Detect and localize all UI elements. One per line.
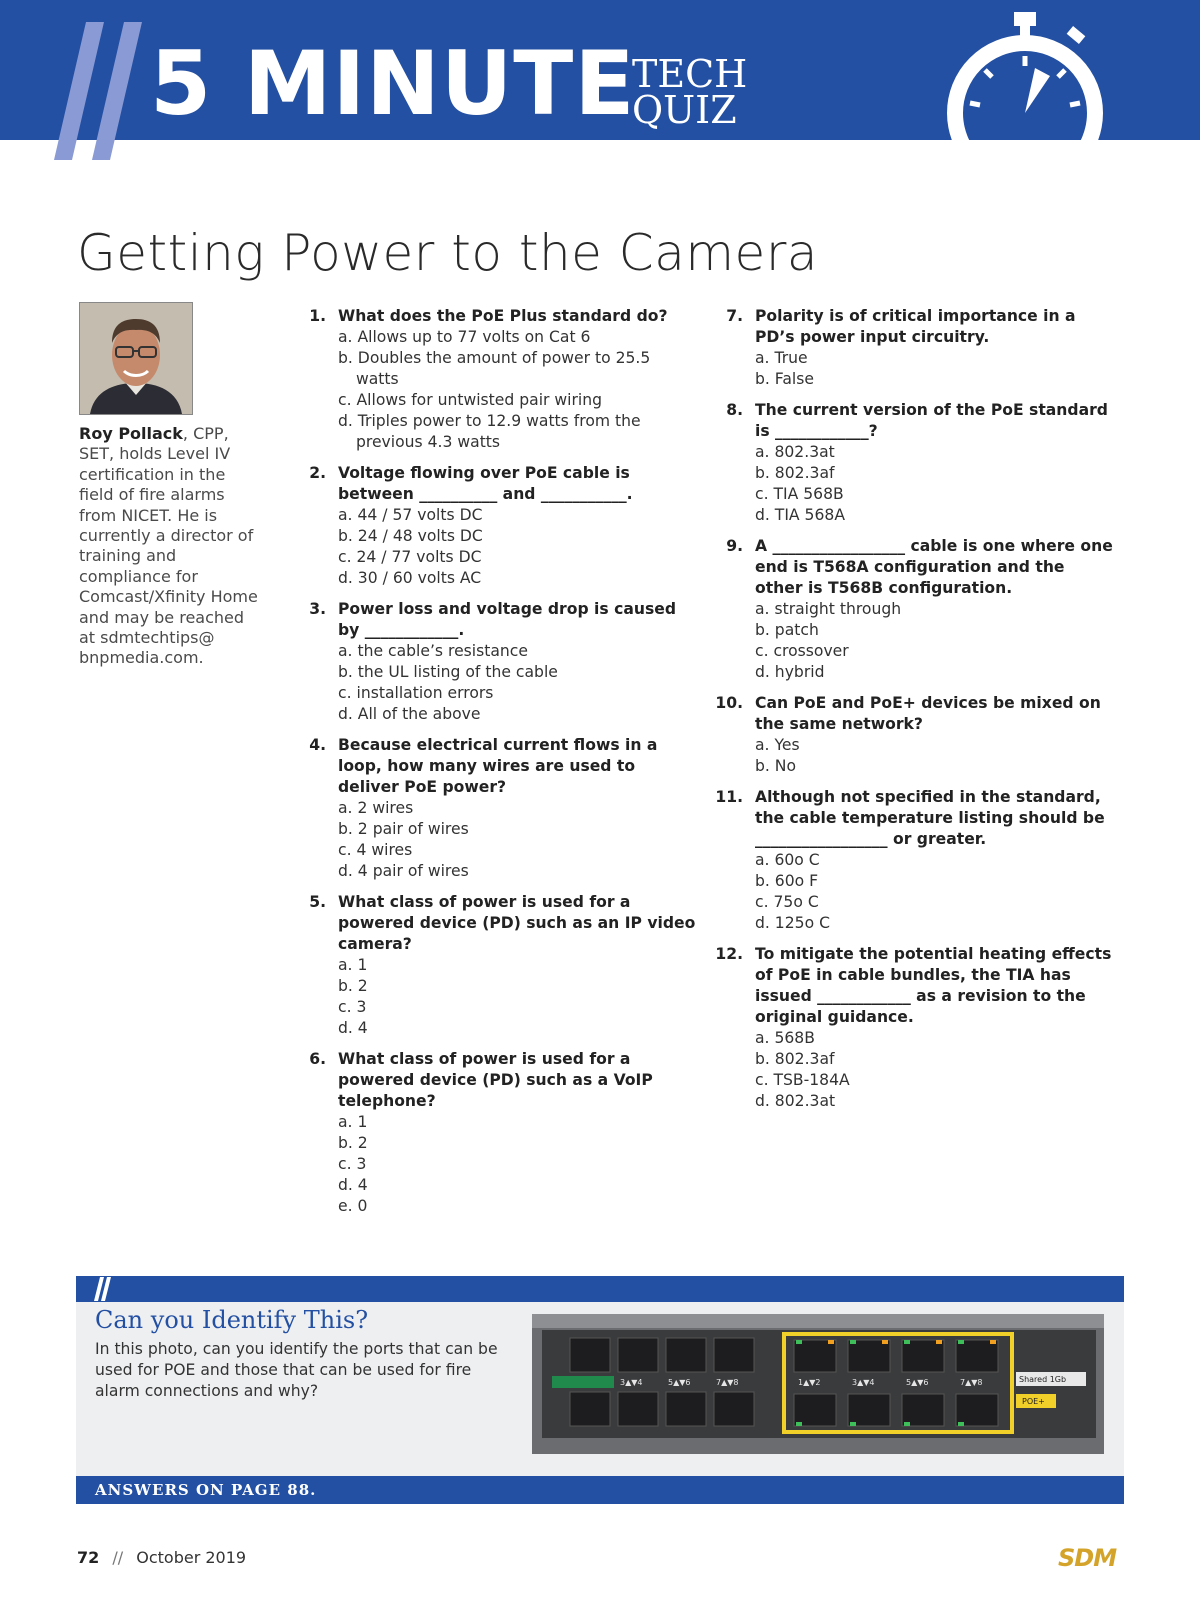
answer-option: b. 2 xyxy=(338,1134,368,1152)
question-number: 11. xyxy=(715,788,743,806)
question-text: What class of power is used for a powered device (PD) such as an IP video camera? xyxy=(338,893,696,953)
author-portrait-icon xyxy=(80,303,192,414)
answer-option: b. 802.3af xyxy=(755,1050,835,1068)
answer-option: b. patch xyxy=(755,621,819,639)
answer-option: a. straight through xyxy=(755,600,902,618)
author-name: Roy Pollack xyxy=(79,424,183,443)
question-number: 2. xyxy=(309,464,326,482)
question-number: 8. xyxy=(726,401,743,419)
answers-note: ANSWERS ON PAGE 88. xyxy=(95,1481,317,1499)
port-label: POE+ xyxy=(1022,1397,1045,1406)
question-text: Can PoE and PoE+ devices be mixed on the same network? xyxy=(755,694,1101,733)
answer-option: c. installation errors xyxy=(338,684,494,702)
question-number: 7. xyxy=(726,307,743,325)
port-label: 3▲▼4 xyxy=(620,1378,643,1387)
question-text: Although not specified in the standard, the cable temperature listing should be _________________ or greater. xyxy=(755,788,1105,848)
answer-option: a. Allows up to 77 volts on Cat 6 xyxy=(338,328,591,346)
question-number: 10. xyxy=(715,694,743,712)
question-6 xyxy=(296,1049,696,1217)
answer-option: a. 60o C xyxy=(755,851,820,869)
page-number: 72 xyxy=(77,1548,100,1567)
switch-ports-photo xyxy=(532,1314,1104,1454)
answer-option: b. the UL listing of the cable xyxy=(338,663,558,681)
question-10 xyxy=(713,693,1113,777)
answer-option: d. 125o C xyxy=(755,914,830,932)
author-bio xyxy=(79,424,259,669)
double-slash-icon xyxy=(76,1276,116,1302)
answer-option: a. the cable’s resistance xyxy=(338,642,528,660)
question-4 xyxy=(296,735,696,882)
answer-option: a. 1 xyxy=(338,956,368,974)
answer-option: c. 75o C xyxy=(755,893,819,911)
answer-option: b. No xyxy=(755,757,797,775)
answer-option: a. 802.3at xyxy=(755,443,835,461)
question-text: What does the PoE Plus standard do? xyxy=(338,307,668,325)
port-label: 5▲▼6 xyxy=(668,1378,691,1387)
identify-title: Can you Identify This? xyxy=(95,1306,369,1334)
author-bio-text: , CPP, SET, holds Level IV certification in the field of fire alarms from NICET. He is currently a director of training and compliance for Comcast/Xfinity Home and may be reached at sdmtechtips@ bnpmedia.com. xyxy=(79,424,258,668)
answer-option: a. 568B xyxy=(755,1029,815,1047)
banner-title: 5 MINUTE xyxy=(150,32,636,135)
page-title: Getting Power to the Camera xyxy=(77,224,819,282)
answer-option: d. 802.3at xyxy=(755,1092,836,1110)
question-number: 5. xyxy=(309,893,326,911)
answer-option: a. 1 xyxy=(338,1113,368,1131)
author-photo xyxy=(79,302,193,415)
question-number: 4. xyxy=(309,736,326,754)
banner-subtitle xyxy=(632,52,748,132)
question-1 xyxy=(296,306,696,453)
question-text: A _________________ cable is one where one end is T568A configuration and the other is T568B configuration. xyxy=(755,537,1113,597)
question-2 xyxy=(296,463,696,589)
issue-date: October 2019 xyxy=(136,1548,247,1567)
answer-option: c. 24 / 77 volts DC xyxy=(338,548,482,566)
questions-column-1 xyxy=(296,306,696,1227)
answer-option: b. 24 / 48 volts DC xyxy=(338,527,483,545)
stopwatch-icon xyxy=(940,8,1110,140)
answer-option: b. 2 xyxy=(338,977,368,995)
double-slash-icon xyxy=(52,22,162,160)
answer-option: d. hybrid xyxy=(755,663,825,681)
banner-sub-bottom: QUIZ xyxy=(632,88,737,132)
footer-separator: // xyxy=(112,1548,124,1567)
question-number: 6. xyxy=(309,1050,326,1068)
question-8 xyxy=(713,400,1113,526)
identify-question: In this photo, can you identify the ports that can be used for POE and those that can be used for fire alarm connections and why? xyxy=(95,1340,498,1400)
answer-option: c. 3 xyxy=(338,1155,367,1173)
answer-option: d. TIA 568A xyxy=(755,506,845,524)
question-text: What class of power is used for a powered device (PD) such as a VoIP telephone? xyxy=(338,1050,653,1110)
answer-option: d. 4 pair of wires xyxy=(338,862,469,880)
answer-option: a. 44 / 57 volts DC xyxy=(338,506,483,524)
question-text: Polarity is of critical importance in a PD’s power input circuitry. xyxy=(755,307,1076,346)
question-7 xyxy=(713,306,1113,390)
network-switch-icon xyxy=(532,1314,1104,1454)
question-9 xyxy=(713,536,1113,683)
answer-option: c. 3 xyxy=(338,998,367,1016)
answer-option: a. True xyxy=(755,349,808,367)
answer-option: d. All of the above xyxy=(338,705,481,723)
port-label: 3▲▼4 xyxy=(852,1378,875,1387)
sdm-logo: SDM xyxy=(1058,1544,1117,1572)
answer-option: d. Triples power to 12.9 watts from the previous 4.3 watts xyxy=(338,412,641,451)
answer-option: b. 802.3af xyxy=(755,464,835,482)
questions-column-2 xyxy=(713,306,1113,1122)
question-12 xyxy=(713,944,1113,1112)
port-label: Shared 1Gb xyxy=(1019,1375,1067,1384)
question-number: 12. xyxy=(715,945,743,963)
answer-option: c. TIA 568B xyxy=(755,485,844,503)
port-label: 5▲▼6 xyxy=(906,1378,929,1387)
answer-option: b. False xyxy=(755,370,814,388)
page-footer xyxy=(77,1548,246,1567)
question-text: To mitigate the potential heating effects of PoE in cable bundles, the TIA has issued ____________ as a revision to the original guidance. xyxy=(755,945,1112,1026)
question-5 xyxy=(296,892,696,1039)
answer-option: b. 60o F xyxy=(755,872,819,890)
answer-option: a. Yes xyxy=(755,736,800,754)
question-number: 1. xyxy=(309,307,326,325)
answer-option: d. 4 xyxy=(338,1176,368,1194)
identify-header-bar xyxy=(76,1276,1124,1302)
question-3 xyxy=(296,599,696,725)
question-number: 9. xyxy=(726,537,743,555)
answer-option: a. 2 wires xyxy=(338,799,414,817)
answer-option: e. 0 xyxy=(338,1197,368,1215)
question-number: 3. xyxy=(309,600,326,618)
answer-option: b. 2 pair of wires xyxy=(338,820,469,838)
question-text: Power loss and voltage drop is caused by ____________. xyxy=(338,600,676,639)
answer-option: c. Allows for untwisted pair wiring xyxy=(338,391,603,409)
answer-option: d. 30 / 60 volts AC xyxy=(338,569,482,587)
question-text: Voltage flowing over PoE cable is between __________ and ___________. xyxy=(338,464,633,503)
answer-option: c. 4 wires xyxy=(338,841,413,859)
answer-option: c. crossover xyxy=(755,642,849,660)
port-label: 7▲▼8 xyxy=(716,1378,739,1387)
answer-option: c. TSB-184A xyxy=(755,1071,850,1089)
port-label: 1▲▼2 xyxy=(798,1378,821,1387)
question-text: Because electrical current flows in a loop, how many wires are used to deliver PoE power? xyxy=(338,736,658,796)
answer-option: b. Doubles the amount of power to 25.5 watts xyxy=(338,349,651,388)
port-label: 7▲▼8 xyxy=(960,1378,983,1387)
question-11 xyxy=(713,787,1113,934)
answer-option: d. 4 xyxy=(338,1019,368,1037)
question-text: The current version of the PoE standard is ____________? xyxy=(755,401,1108,440)
header-banner xyxy=(0,0,1200,140)
banner-sub-top: TECH xyxy=(632,52,748,96)
